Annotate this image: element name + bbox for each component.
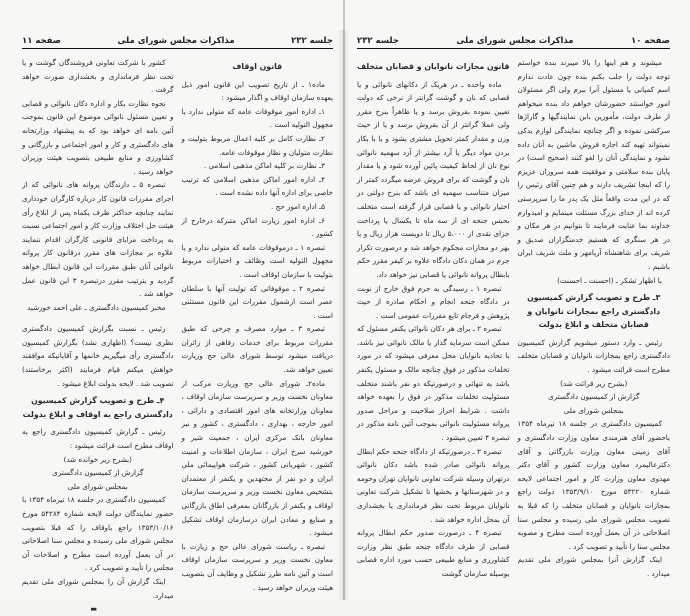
columns xyxy=(22,56,333,614)
page-10 xyxy=(345,0,690,600)
president-intro: رئیس ـ وارد دستور میشویم گزارش کمیسیون دادگستری راجع بمجازات نانوایان و قصابان متخلف مطرح است قرائت میشود . xyxy=(517,337,670,375)
note-paragraph: تبصره ۵ ـ دارندگان پروانه های نانوائی که از اجرای مقررات قانون کار درباره کارگران خودداری نمایند چنانچه حداکثر ظرف یکماه پس از ابلاغ رأی هیئت حل اختلاف وزارت کار و امور اجتماعی نسبت به پرداخت مزایای قانونی کارگران اقدام ننمایند علاوه بر مجازات های مقرر درقانون کار پروانه نانوائی آنان طبق مقررات این قانون ابطال خواهد گردید و بترتیب مقرر درتبصره ۳ این قانون عمل خواهد شد . xyxy=(22,180,174,299)
article-paragraph: ماده واحده ـ در هریک از دکانهای نانوائی و یا قصابی که نان و گوشت گرانتر از نرخی که دولت تعیین نموده بفروش برسد و یا ظاهراً بنرخ مقرر ولی عملا گرانتر از آن بفروش برسد و یا از حیث وزن و مقدار کمتر تحویل مشتری بشود و یا با بکار بردن مواد دیگر یا آرد بیشتر از آرد سهمیه نانوائی نوع نان از لحاظ کیفیت پائین آورده شود و یا مقدار نان و گوشت که برای فروش عرضه میگردد کمتر از میزان متناسب سهمیه ای باشد که بنرخ دولتی در اختیار نانوائی و یا قصابی قرار گرفته است متخلف بحبس جنحه ای از سه ماه تا یکسال یا پرداخت جزای نقدی از ۵،۰۰۰ ریال تا دویست هزار ریال و یا بهر دو مجازات محکوم خواهد شد و درصورت تکرار جرم در همان دکان دادگاه علاوه بر کیفر مقرر حکم بابطال پروانه نانوائی یا قصابی نیز خواهد داد. xyxy=(357,79,510,279)
rapporteur-line: مخبر کمیسیون دادگستری ـ علی احمد خورشید xyxy=(27,302,166,312)
column-awqaf-law xyxy=(182,56,334,592)
page-number: صفحه ۱۰ xyxy=(631,36,670,46)
note-paragraph: تبصره ۱ ـ درموقوفات عامه که متولی ندارد و یا مجهول التولیه است وظائف و اختیارات مربوط بتولیت با سازمان اوقاف است . xyxy=(181,242,333,279)
report-recipient: بمجلس شورای ملی xyxy=(67,481,128,491)
president-intro: رئیس ـ گزارش کمیسیون دادگستری راجع به اوقاف مطرح است قرائت میشود : xyxy=(22,427,174,451)
report-body: کمیسیون دادگستری در جلسه ۱۸ تیرماه ۱۳۵۴ با حضور نمایندگان دولت لایحه شماره ۵۴۲۸۴ مورخ ۱۳۵۳/۱۰/۱۶ راجع باوقاف را که قبلا بتصویب مجلس شورای ملی رسیده و مجلس سنا اصلاحاتی در آن بعمل آورده است مطرح و اصلاحات آن مجلس را تأیید و تصویب کرد . xyxy=(22,495,174,573)
page-header xyxy=(22,30,333,49)
read-note: (بشرح زیر خوانده شد) xyxy=(63,454,132,464)
speech-paragraph: میشوند و هم اینها را بالا میبرند بنده خواستم توجه دولت را جلب بکنم بنده چون عادت ندارم اسم کمپانی یا مسئول آنرا ببرم ولی اگر مسئولان امور خواستند حضورشان خواهم داد بنده میخواهم از طرف دولت، مأمورین بابن نمایندگیها و گاراژها سرکشی نموده و اگر چنانچه نمایندگی لوازم یدکی نمیتواند تهیه کند اجازه فروش ماشین به آنان داده نشود و نمایندگی آنان را لغو کنند (صحیح است) در پایان بنده سلامتی و موفقیت همه سروران عزیزم را که اینجا تشریف دارند و هم چنین آقای رئیس را که در این مدت واقعاً مثل یک پدر ما را سرپرستی کرده اند از خدای بزرگ مسئلت مینمایم و امیدوارم خداوند بما عنایت فرمایند تا بتوانیم در هر مکان و در هر سنگری که هستیم خدمتگزاران صدیق و شریف برای شاهنشاه آریامهر و ملت شریف ایران باشیم . xyxy=(517,58,670,271)
note-paragraph: تبصره ـ ریاست شورای عالی حج و زیارت با معاون نخست وزیر و سرپرست سازمان اوقاف است و آئین نامه طرز تشکیل و وظایف آن بتصویب هیئت وزیران خواهد رسید . xyxy=(181,541,333,592)
column-bakers-law xyxy=(357,56,510,592)
paragraph: نحوه نظارت بکار و اداره دکان نانوائی و قصابی و تعیین مسئول نانوائی موضوع این قانون بموجب آئین نامه ای خواهد بود که به پیشنهاد وزارتخانه های دادگستری و کار و امور اجتماعی و بازرگانی و کشاورزی و منابع طبیعی بتصویب هیئت وزیران خواهد رسید . xyxy=(22,98,174,176)
report-title: گزارش از کمیسیون دادگستری xyxy=(52,468,144,478)
column-speech-and-report xyxy=(518,56,671,592)
page-number: صفحه ۱۱ xyxy=(22,36,61,46)
page-header xyxy=(357,30,670,49)
section-heading: ۳ـ طرح و تصویب گزارش کمیسیون دادگستری راجع بمجازات نانوایان و قصابان متخلف و ابلاغ بدولت xyxy=(527,293,661,330)
note-paragraph: تبصره ۴ ـ درصورت صدور حکم ابطال پروانه قصابی از طرف دادگاه جنحه طبق نظر وزارت کشاورزی و منابع طبیعی حسب مورد اداره قصابی بوسیله سازمان گوشت xyxy=(357,528,510,578)
note-paragraph: تبصره ۳ ـ موارد مصرف و چرخی که طبق مقررات مربوط برای خدمات رفاهی از زائران دریافت میشود توسط شورای عالی حج وزیارت تعیین خواهد شد. xyxy=(181,324,333,375)
end-dash: ▬ xyxy=(90,604,98,614)
paragraph: ماده۱ ـ از تاریخ تصویب این قانون امور ذیل بعهده سازمان اوقاف و اگذار میشود : xyxy=(181,79,333,103)
paragraph: ۳ـ نظارت بر کلیه اماکن مذهبی اسلامی . xyxy=(203,161,325,171)
note-paragraph: تبصره ۱ ـ رسیدگی به جرم فوق خارج از نوبت در دادگاه جنحه انجام و احکام صادره از حیث پژوهش و فرجام تابع مقررات عمومی است . xyxy=(357,283,510,320)
page-11 xyxy=(0,0,345,614)
paragraph: ۲ـ نظارت کامل بر کلیه اعمال مربوط بتولیت و نظارت متولیان و نظار موقوفات عامه. xyxy=(181,133,333,157)
article-paragraph: ماده۲ـ شورای عالی حج وزیارت مرکب از معاونان نخست وزیر و سرپرست سازمان اوقاف ، معاونان وزارتخانه های امور اقتصادی و دارائی ، امور خارجه ، بهداری ، دادگستری ، کشور و نیز معاونان بانک مرکزی ایران ، جمعیت شیر و خورشید سرخ ایران ، سازمان اطلاعات و امنیت کشور ، شهربانی کشور ، شرکت هواپیمائی ملی ایران و دو نفر از مجتهدین و یکنفر از معتمدان بتشخیص معاون نخست وزیر و سرپرست سازمان اوقاف و یکنفر از بازرگانان بمعرفی اطاق بازرگانی و صنایع و معادن ایران درسازمان اوقاف تشکیل میشود . xyxy=(181,378,333,538)
law-heading: قانون اوقاف xyxy=(232,62,283,71)
header-title: مذاکرات مجلس شورای ملی xyxy=(117,36,235,46)
report-recipient: بمجلس شورای ملی xyxy=(563,405,624,415)
session-label: جلسه ۲۳۲ xyxy=(291,36,333,46)
note-paragraph: تبصره ۲ ـ موقوفاتی که تولیت آنها با سلطان عصر است ازشمول مقررات این قانون مستثنی است . xyxy=(181,283,333,320)
report-close: اینک گزارش آنرا بمجلس شورای ملی تقدیم میدارد . xyxy=(517,555,670,578)
header-title: مذاکرات مجلس شورای ملی xyxy=(456,36,574,46)
report-body: کمیسیون دادگستری در جلسه ۱۸ تیرماه ۱۳۵۴ باحضور آقای هنرمندی معاون وزارت دادگستری و آقای زمینی معاون وزارت بازرگانی و آقای دکترعالیمرد معاون وزارت کشور و آقای دکتر مهدوی معاون وزارت کار و امور اجتماعی لایحه شماره ۵۳۲۲۰ مورخ ۱۳۵۳/۹/۱۰ دولت راجع بمجازات نانوایان و قصابان متخلف را که قبلا به تصویب مجلس شورای ملی رسیده و مجلس سنا اصلاحاتی در آن بعمل آورده است مطرح و مصوبه مجلس سنا را تأیید و تصویب کرد . xyxy=(517,419,670,551)
paragraph: ۴ـ اداره امور اماکن مذهبی اسلامی که ترتیب خاصی برای اداره آنها داده نشده است . xyxy=(181,174,333,198)
paragraph: ۶ـ اداره امور زیارت اماکن متبرکه درخارج از کشور . xyxy=(181,215,333,239)
column-commission-report xyxy=(22,56,174,614)
report-close: اینک گزارش آن را بمجلس شورای ملی تقدیم میدارد. xyxy=(22,576,174,600)
section-heading: ۴ـ طرح و تصویب گزارش کمیسیون دادگستری راجع به اوقاف و ابلاغ بدولت xyxy=(22,396,173,419)
report-title: گزارش از کمیسیون دادگستری xyxy=(548,392,640,402)
paragraph: ۵ـ اداره امور حج . xyxy=(271,201,325,211)
note-paragraph: تبصره ۳ ـ درصورتیکه از دادگاه جنحه حکم ابطال پروانه نانوائی صادر شده باشد دکان نانوائی درتهران وسیله شرکت تعاونی نانوایان تهران وحومه و در شهرستانها و بخشها تا تشکیل شرکت تعاونی نانوایان مربوط تحت نظر فرمانداری یا بخشداری آن بمحل اداره خواهد شد . xyxy=(357,446,510,524)
columns xyxy=(357,56,670,592)
session-label: جلسه ۲۳۲ xyxy=(357,36,399,46)
applause-line: با اظهار تشکر ـ (احسنت ـ احسنت) xyxy=(557,275,662,285)
note-paragraph: تبصره ۲ ـ برای هر دکان نانوائی یکنفر مسئول که ممکن است سرمایه گذار یا مالک نانوائی نیز باشد، با تحادیه نانوایان محل معرفی میشود که در مورد تخلفات مذکور در فوق چنانچه مالک و مسئول یکنفر باشد به تنهائی و درصورتیکه دو نفر باشند متخلف مسئولیت تخلفات مذکور در فوق را بعهده خواهد داشت . شرایط احراز صلاحیت و مراحل صدور پروانه مسئولیت نانوائی بموجب آئین نامه مذکور در تبصره ۴ تعیین میشود . xyxy=(357,324,510,443)
paragraph: کشور با شرکت تعاونی فروشندگان گوشت و یا تحت نظر فرمانداری و بخشداری صورت خواهد گرفت . xyxy=(22,58,174,95)
paragraph: ۱ـ اداره امور موقوفات عامه که متولی ندارد یا مجهول التولیه است . xyxy=(181,106,333,130)
president-vote: رئیس ـ نسبت بگزارش کمیسیون دادگستری نظری نیست؟ (اظهاری نشد) بگزارش کمیسیون دادگستری رأی میگیریم خانمها و آقایانیکه موافقند خواهش میکنم قیام فرمایند (اکثر برخاستند) تصویب شد . لایحه بدولت ابلاغ میشود . xyxy=(22,324,174,388)
law-heading: قانون مجازات نانوایان و قصابان متخلف xyxy=(357,62,510,71)
read-note: (بشرح زیر قرائت شد) xyxy=(560,378,628,388)
